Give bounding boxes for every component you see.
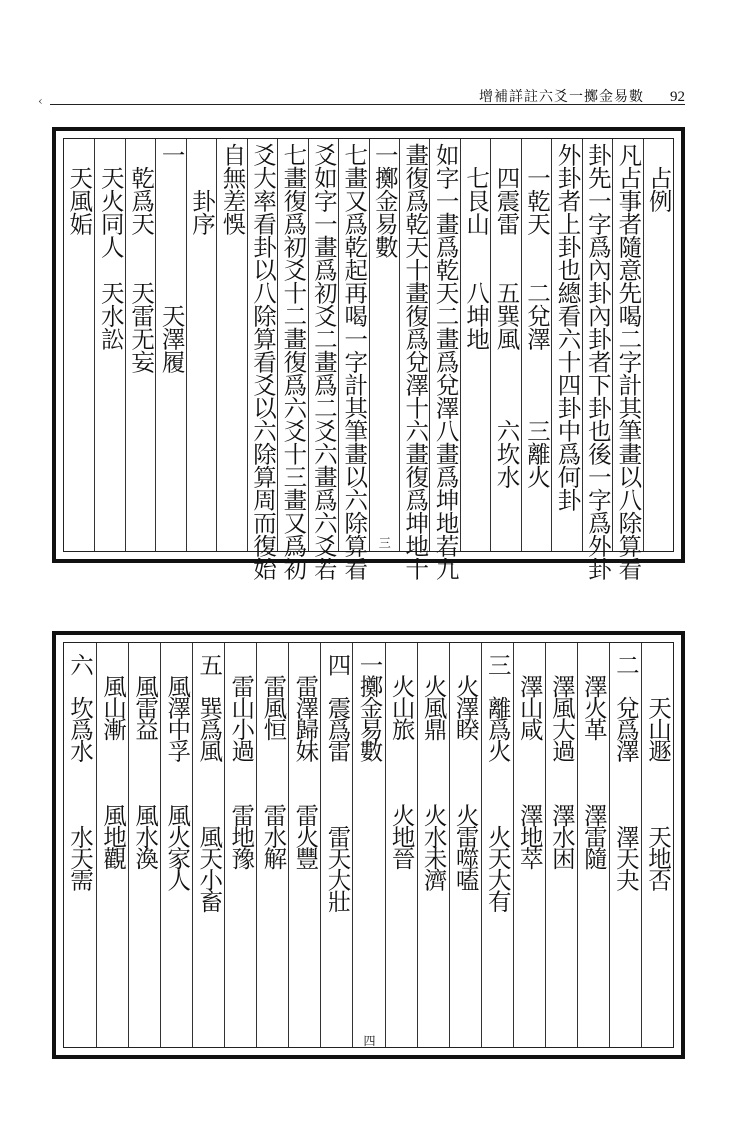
text-segment: 自無差悞	[218, 143, 247, 235]
text-segment: 一乾天	[522, 143, 551, 235]
text-column	[481, 643, 513, 1047]
text-column	[288, 643, 320, 1047]
column-text	[614, 143, 643, 580]
book-title: 增補詳註六爻一擲金易數	[479, 89, 644, 105]
column-text	[387, 653, 416, 868]
column-text	[99, 653, 128, 868]
column-text	[553, 143, 582, 511]
text-column	[256, 643, 288, 1047]
text-segment: 風山漸	[99, 653, 128, 739]
text-column	[551, 139, 581, 551]
text-segment: 天火同人	[96, 143, 125, 258]
text-segment: 二兌澤	[522, 235, 551, 350]
column-text	[248, 143, 277, 580]
column-text	[157, 143, 186, 373]
column-text	[127, 143, 156, 373]
text-segment: 巽爲風	[195, 674, 224, 761]
column-text	[419, 653, 448, 890]
column-text	[643, 653, 672, 890]
text-column	[277, 139, 308, 580]
text-segment: 五	[195, 653, 224, 675]
text-column	[399, 139, 430, 580]
text-segment: 風火家人	[163, 760, 192, 890]
text-column	[320, 643, 352, 1047]
header-rule	[50, 104, 685, 105]
column-text	[279, 143, 308, 580]
text-segment: 兌爲澤	[611, 674, 640, 761]
text-column	[582, 139, 612, 580]
text-segment: 天雷无妄	[127, 235, 156, 373]
text-segment: 風澤中孚	[163, 653, 192, 761]
text-segment: 天水訟	[96, 258, 125, 350]
running-header	[50, 86, 685, 105]
text-column	[96, 643, 128, 1047]
text-segment: 雷地豫	[227, 760, 256, 868]
text-column	[417, 643, 449, 1047]
text-segment: 天風姤	[65, 143, 94, 235]
text-segment: 雷水解	[259, 739, 288, 868]
column-text	[611, 653, 640, 890]
text-segment: 六	[66, 653, 95, 675]
text-segment: 離爲火	[483, 674, 512, 761]
text-segment: 風地觀	[99, 739, 128, 868]
text-column	[612, 139, 643, 580]
text-column	[521, 139, 551, 551]
text-segment: 火雷噬嗑	[451, 739, 480, 890]
text-segment: 雷風恒	[259, 653, 288, 739]
binding-mark: ‹	[38, 94, 43, 108]
column-text	[451, 653, 480, 890]
text-segment: 七艮山	[462, 143, 491, 235]
text-column	[641, 643, 673, 1047]
text-column	[160, 643, 192, 1047]
text-segment: 坎爲水	[66, 674, 95, 761]
text-segment: 天山遯	[643, 653, 672, 761]
text-segment: 火山旅	[387, 653, 416, 739]
column-text	[401, 143, 430, 580]
column-text	[259, 653, 288, 868]
column-text	[483, 653, 512, 911]
text-segment: 震爲雷	[323, 674, 352, 761]
column-text	[492, 143, 521, 488]
column-text	[291, 653, 320, 868]
text-column	[352, 643, 384, 1047]
centerfold-page-mark: 四	[363, 1034, 376, 1048]
text-segment: 澤天夬	[611, 760, 640, 890]
text-column	[513, 643, 545, 1047]
text-segment: 雷山小過	[227, 653, 256, 761]
text-segment: 澤風大過	[547, 653, 576, 761]
column-text	[66, 653, 95, 890]
text-column	[449, 643, 481, 1047]
text-segment: 六坎水	[492, 350, 521, 488]
column-text	[340, 143, 369, 580]
column-text	[65, 143, 94, 235]
text-column	[125, 139, 155, 551]
text-segment: 雷火豐	[291, 760, 320, 868]
text-column	[186, 139, 216, 551]
text-column	[385, 643, 417, 1047]
column-text	[131, 653, 160, 868]
column-text	[579, 653, 608, 868]
text-segment: 爻大率看卦以八除算看爻以六除算周而復始	[248, 143, 277, 580]
text-segment: 雷天大壯	[323, 760, 352, 911]
text-column	[94, 139, 124, 551]
panel-top-columns	[63, 138, 674, 580]
text-column	[224, 643, 256, 1047]
column-text	[227, 653, 256, 868]
text-segment: 火地晉	[387, 739, 416, 868]
text-segment: 澤雷隨	[579, 739, 608, 868]
column-text	[462, 143, 491, 350]
column-text	[644, 143, 673, 212]
text-column	[643, 139, 673, 551]
column-text	[323, 653, 352, 911]
text-column	[577, 643, 609, 1047]
text-column	[216, 139, 246, 551]
centerfold-title	[355, 653, 384, 761]
text-column	[308, 139, 338, 580]
text-segment: 雷澤歸妹	[291, 653, 320, 761]
text-segment: 天澤履	[157, 166, 186, 373]
column-text	[431, 143, 460, 580]
text-segment: 風水渙	[131, 739, 160, 868]
text-segment: 水天需	[66, 760, 95, 890]
text-segment: 澤水困	[547, 760, 576, 868]
text-column	[609, 643, 641, 1047]
column-text	[309, 143, 338, 580]
text-segment: 五巽風	[492, 235, 521, 350]
text-segment: 火風鼎	[419, 653, 448, 739]
text-segment: 乾爲天	[127, 143, 156, 235]
text-column	[192, 643, 224, 1047]
column-text	[218, 143, 247, 235]
text-segment: 凡占事者隨意先喝二字計其筆畫以八除算看	[614, 143, 643, 580]
text-segment: 爻如字一畫爲初爻二畫爲二爻六畫爲六爻若	[309, 143, 338, 580]
text-segment: 八坤地	[462, 235, 491, 350]
column-text	[522, 143, 551, 488]
text-column	[64, 139, 94, 551]
text-column	[247, 139, 277, 580]
centerfold-page-mark: 三	[378, 536, 391, 550]
text-segment: 四	[323, 653, 352, 675]
text-segment: 風天小畜	[195, 760, 224, 911]
page-panel-bottom	[52, 631, 685, 1059]
text-segment: 澤地萃	[515, 739, 544, 868]
text-column	[545, 643, 577, 1047]
text-segment: 七畫又爲乾起再喝一字計其筆畫以六除算看	[340, 143, 369, 580]
text-segment: 一擲金易數	[355, 653, 384, 761]
text-segment: 火澤睽	[451, 653, 480, 739]
column-text	[515, 653, 544, 868]
text-column	[155, 139, 185, 551]
column-text	[188, 143, 217, 235]
text-segment: 火水未濟	[419, 739, 448, 890]
text-segment: 七畫復爲初爻十二畫復爲六爻十三畫又爲初	[279, 143, 308, 580]
column-text	[163, 653, 192, 890]
panel-bottom-columns	[63, 642, 674, 1048]
text-segment: 一擲金易數	[370, 143, 399, 258]
centerfold-title	[370, 143, 399, 258]
column-text	[583, 143, 612, 580]
column-text	[547, 653, 576, 868]
text-segment: 四震雷	[492, 143, 521, 235]
text-column	[460, 139, 490, 551]
text-column	[369, 139, 399, 551]
text-segment: 如字一畫爲乾天二畫爲兌澤八畫爲坤地若九	[431, 143, 460, 580]
page-panel-top	[52, 127, 685, 580]
column-text	[96, 143, 125, 350]
text-segment: 畫復爲乾天十畫復爲兌澤十六畫復爲坤地十	[401, 143, 430, 580]
text-column	[128, 643, 160, 1047]
column-text	[195, 653, 224, 911]
text-segment: 澤山咸	[515, 653, 544, 739]
text-column	[64, 643, 96, 1047]
text-segment: 澤火革	[579, 653, 608, 739]
page-number: 92	[670, 89, 685, 105]
text-segment: 卦先一字爲內卦內卦者下卦也後一字爲外卦	[583, 143, 612, 580]
text-column	[490, 139, 520, 551]
text-segment: 風雷益	[131, 653, 160, 739]
text-column	[338, 139, 369, 580]
text-segment: 卦序	[188, 143, 217, 235]
text-segment: 三離火	[522, 350, 551, 488]
text-segment: 天地否	[643, 760, 672, 890]
text-segment: 二	[611, 653, 640, 675]
text-segment: 火天大有	[483, 760, 512, 911]
text-segment: 三	[483, 653, 512, 675]
text-segment: 外卦者上卦也總看六十四卦中爲何卦	[553, 143, 582, 511]
text-column	[429, 139, 460, 580]
text-segment: 占例	[644, 143, 673, 212]
text-segment: 一	[157, 143, 186, 166]
